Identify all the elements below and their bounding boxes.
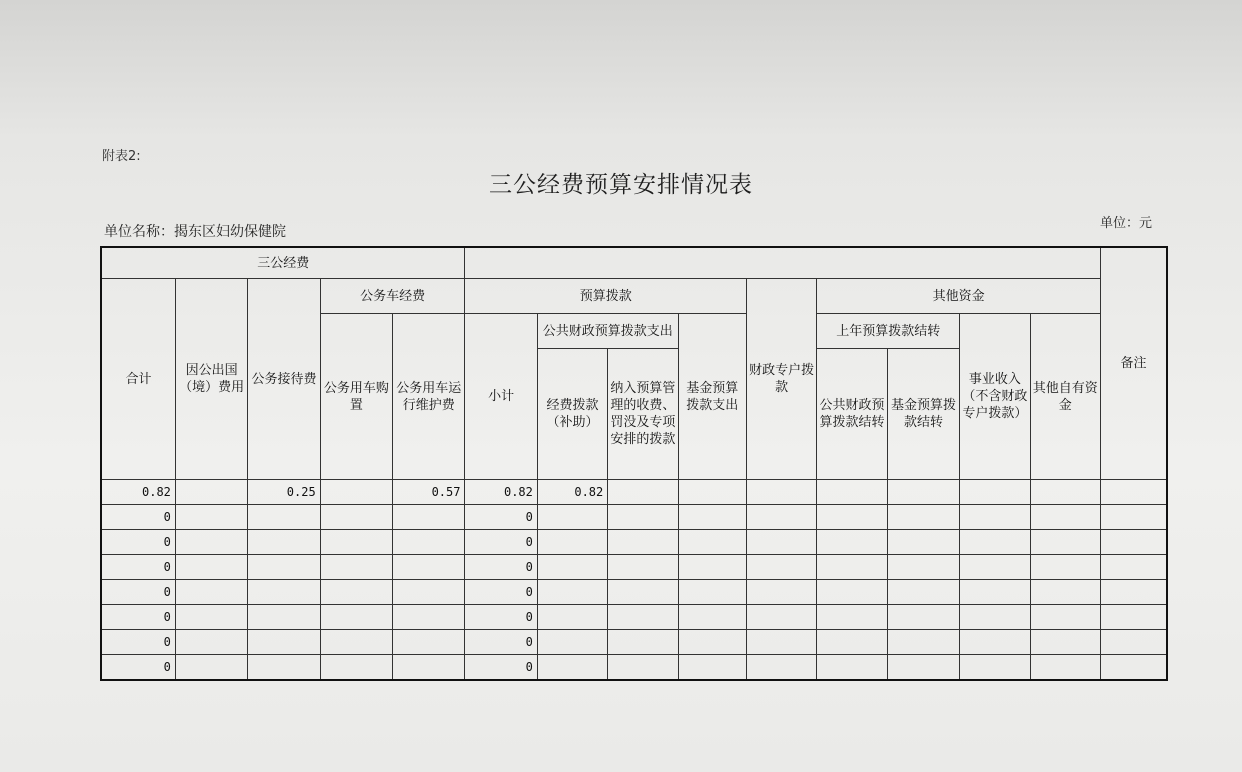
table-cell [248, 630, 320, 655]
table-cell [393, 505, 465, 530]
table-cell: 0 [101, 555, 175, 580]
table-cell [537, 630, 607, 655]
table-cell [747, 580, 817, 605]
table-cell [1030, 530, 1100, 555]
table-cell [887, 655, 959, 681]
header-subtotal: 小计 [465, 314, 537, 480]
table-cell [817, 655, 887, 681]
table-cell [320, 555, 392, 580]
header-carryover: 上年预算拨款结转 [817, 314, 960, 349]
currency-unit: 单位：元 [1100, 216, 1153, 231]
header-non-tax: 纳入预算管理的收费、罚没及专项安排的拨款 [608, 349, 678, 480]
table-cell [1100, 605, 1167, 630]
header-abroad: 因公出国（境）费用 [175, 279, 247, 480]
header-fund-carryover: 基金预算拨款结转 [887, 349, 959, 480]
table-cell: 0.82 [101, 480, 175, 505]
table-cell [747, 605, 817, 630]
table-cell [537, 655, 607, 681]
header-row-1 [101, 247, 1167, 279]
table-cell [960, 630, 1030, 655]
table-cell [887, 480, 959, 505]
header-blank [465, 247, 1100, 279]
table-cell [608, 630, 678, 655]
table-cell [393, 555, 465, 580]
table-cell [1030, 555, 1100, 580]
table-cell [320, 580, 392, 605]
page-title: 三公经费预算安排情况表 [489, 172, 753, 198]
table-cell [747, 480, 817, 505]
table-cell [1030, 630, 1100, 655]
table-cell [678, 605, 746, 630]
table-cell [175, 555, 247, 580]
table-cell [1100, 630, 1167, 655]
table-cell [537, 555, 607, 580]
table-cell [248, 555, 320, 580]
table-row [101, 630, 1167, 655]
table-cell: 0 [101, 505, 175, 530]
table-cell [608, 505, 678, 530]
table-cell [608, 530, 678, 555]
table-row [101, 530, 1167, 555]
table-cell [887, 580, 959, 605]
header-reception: 公务接待费 [248, 279, 320, 480]
table-cell [887, 530, 959, 555]
header-budget-allocation: 预算拨款 [465, 279, 747, 314]
table-cell [1100, 480, 1167, 505]
table-cell [393, 630, 465, 655]
table-cell: 0 [101, 605, 175, 630]
table-cell [248, 580, 320, 605]
table-cell [1100, 530, 1167, 555]
header-public-carryover: 公共财政预算拨款结转 [817, 349, 887, 480]
table-cell [320, 530, 392, 555]
table-cell [747, 505, 817, 530]
table-cell [393, 530, 465, 555]
table-cell: 0 [465, 530, 537, 555]
table-cell [248, 605, 320, 630]
table-cell [608, 605, 678, 630]
header-vehicle-operation: 公务用车运行维护费 [393, 314, 465, 480]
table-cell [175, 530, 247, 555]
table-cell [887, 505, 959, 530]
table-cell [817, 505, 887, 530]
header-vehicle: 公务车经费 [320, 279, 465, 314]
table-cell [537, 530, 607, 555]
table-cell [1100, 655, 1167, 681]
table-row [101, 580, 1167, 605]
table-cell: 0.82 [537, 480, 607, 505]
table-cell [747, 555, 817, 580]
table-cell [678, 580, 746, 605]
table-cell [960, 480, 1030, 505]
table-cell [320, 655, 392, 681]
table-cell [817, 580, 887, 605]
table-cell [248, 530, 320, 555]
table-cell: 0 [101, 630, 175, 655]
table-cell [817, 630, 887, 655]
table-cell [175, 605, 247, 630]
table-row [101, 655, 1167, 681]
attachment-label: 附表2: [102, 149, 141, 164]
table-cell: 0 [465, 580, 537, 605]
table-cell [678, 530, 746, 555]
table-cell [537, 605, 607, 630]
table-cell: 0 [465, 505, 537, 530]
table-row [101, 555, 1167, 580]
table-cell [960, 555, 1030, 580]
table-cell [1100, 505, 1167, 530]
table-cell [1030, 505, 1100, 530]
header-business-income: 事业收入（不含财政专户拨款） [960, 314, 1030, 480]
table-cell [1030, 605, 1100, 630]
table-cell [1030, 580, 1100, 605]
table-cell: 0 [101, 530, 175, 555]
table-cell [320, 480, 392, 505]
table-cell [960, 530, 1030, 555]
table-cell [1030, 480, 1100, 505]
table-cell [960, 505, 1030, 530]
header-other-own: 其他自有资金 [1030, 314, 1100, 480]
table-cell [747, 530, 817, 555]
table-cell [960, 605, 1030, 630]
table-cell [175, 630, 247, 655]
table-cell [887, 555, 959, 580]
header-public-finance: 公共财政预算拨款支出 [537, 314, 678, 349]
table-cell: 0 [465, 630, 537, 655]
table-cell [960, 580, 1030, 605]
header-total: 合计 [101, 279, 175, 480]
table-row [101, 480, 1167, 505]
table-cell [175, 505, 247, 530]
table-cell [608, 555, 678, 580]
table-cell [537, 580, 607, 605]
table-cell [678, 505, 746, 530]
budget-table [100, 246, 1168, 681]
table-cell: 0 [465, 605, 537, 630]
table-cell [887, 605, 959, 630]
table-cell [248, 655, 320, 681]
table-cell [175, 655, 247, 681]
table-row [101, 605, 1167, 630]
table-cell [678, 655, 746, 681]
table-cell [747, 655, 817, 681]
table-cell [320, 505, 392, 530]
header-vehicle-purchase: 公务用车购置 [320, 314, 392, 480]
table-cell: 0.82 [465, 480, 537, 505]
header-other-funds: 其他资金 [817, 279, 1101, 314]
table-cell: 0 [101, 655, 175, 681]
table-cell [817, 530, 887, 555]
table-cell [608, 580, 678, 605]
table-cell [393, 605, 465, 630]
header-special: 财政专户拨款 [747, 279, 817, 480]
table-cell [747, 630, 817, 655]
table-cell: 0.25 [248, 480, 320, 505]
table-cell [678, 480, 746, 505]
table-cell [608, 655, 678, 681]
table-cell [320, 605, 392, 630]
table-cell [678, 555, 746, 580]
table-cell [817, 555, 887, 580]
table-cell [393, 580, 465, 605]
table-cell [1100, 555, 1167, 580]
table-cell [175, 580, 247, 605]
table-cell [393, 655, 465, 681]
table-cell: 0.57 [393, 480, 465, 505]
table-cell: 0 [465, 555, 537, 580]
table-cell: 0 [465, 655, 537, 681]
table-cell [537, 505, 607, 530]
table-cell [678, 630, 746, 655]
table-cell: 0 [101, 580, 175, 605]
table-cell [960, 655, 1030, 681]
table-row [101, 505, 1167, 530]
table-cell [1100, 580, 1167, 605]
table-cell [817, 480, 887, 505]
table-cell [817, 605, 887, 630]
header-row-2 [101, 279, 1167, 314]
table-cell [1030, 655, 1100, 681]
unit-name: 单位名称：揭东区妇幼保健院 [104, 224, 286, 240]
header-fund-budget: 基金预算拨款支出 [678, 314, 746, 480]
table-cell [320, 630, 392, 655]
table-cell [887, 630, 959, 655]
header-sangong: 三公经费 [101, 247, 465, 279]
table-cell [175, 480, 247, 505]
budget-table-wrapper [100, 246, 1168, 681]
table-body [101, 480, 1167, 681]
header-remarks: 备注 [1100, 247, 1167, 480]
table-cell [248, 505, 320, 530]
table-cell [608, 480, 678, 505]
header-funds-allocation: 经费拨款（补助） [537, 349, 607, 480]
